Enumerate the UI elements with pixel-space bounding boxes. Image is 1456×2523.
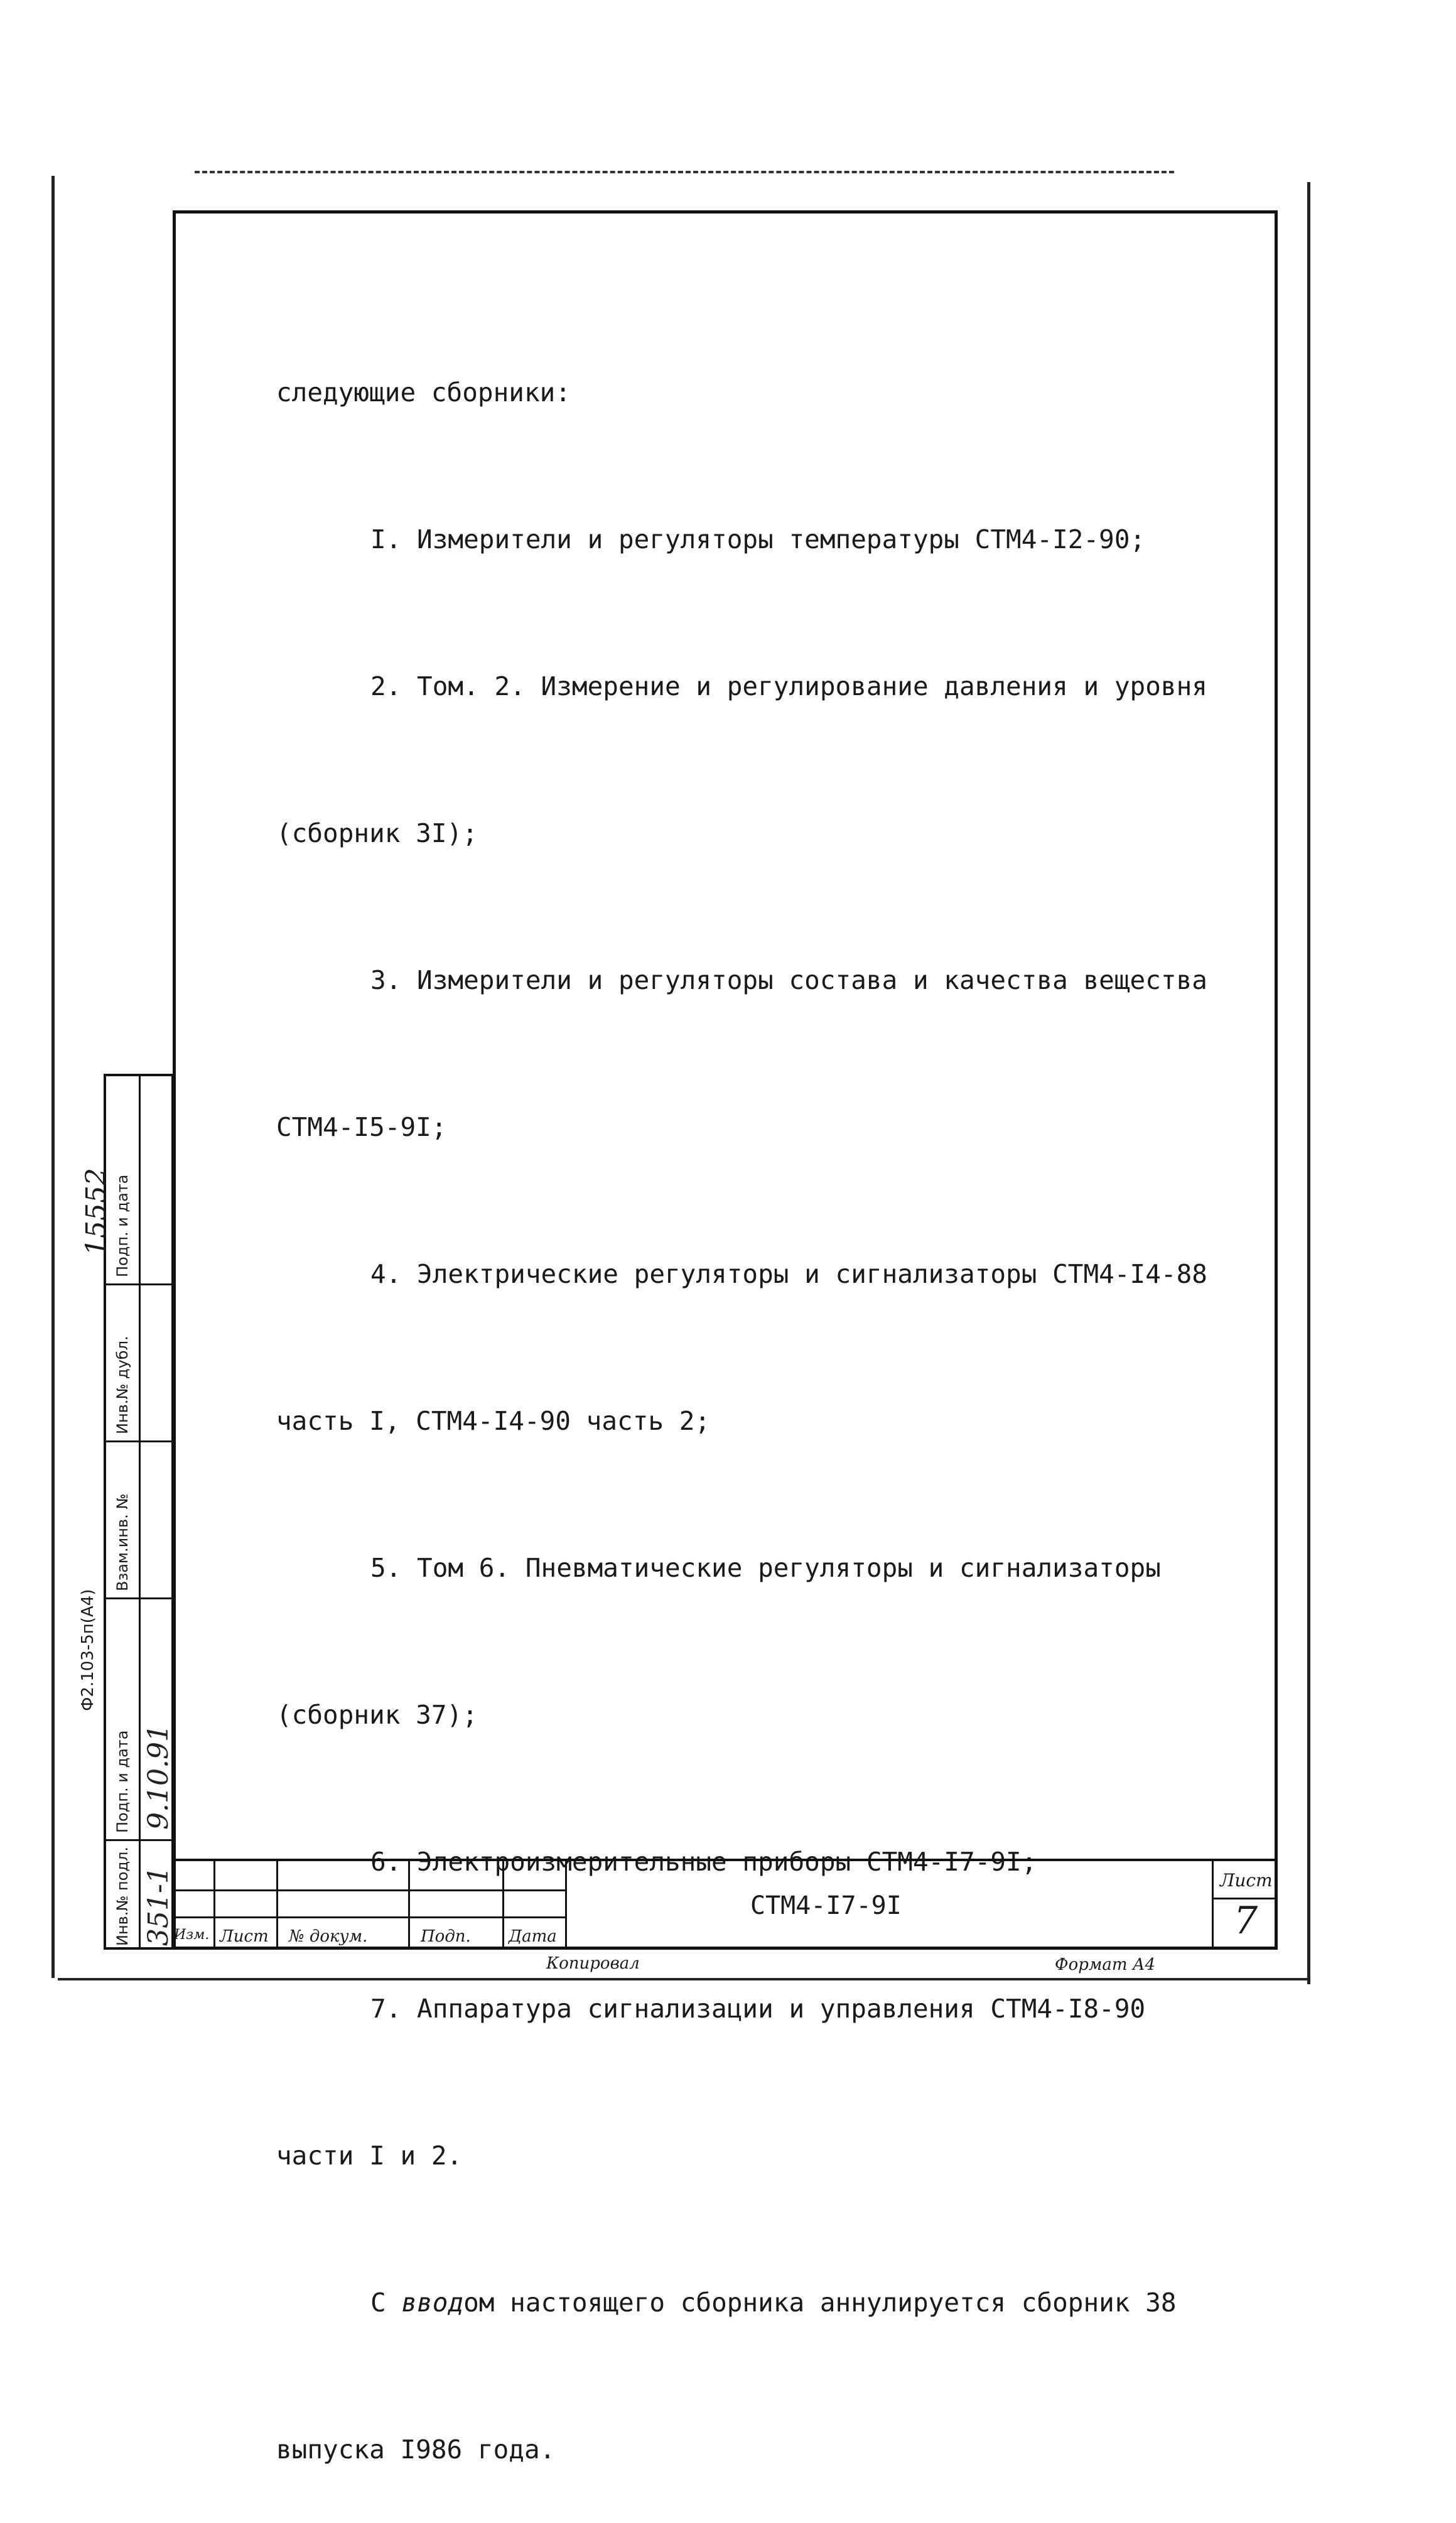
body-line: I. Измерители и регуляторы температуры СТМ4-I2-90; [370,524,1146,554]
body-line: часть I, СТМ4-I4-90 часть 2; [276,1406,711,1436]
scan-border-right [1307,182,1310,1984]
scan-border-left [51,176,55,1978]
strip-label-inv-dup: Инв.№ дубл. [114,1336,131,1434]
body-line: (сборник 3I); [276,818,478,848]
strip-separator [106,1283,175,1285]
body-line: следующие сборники: [276,377,571,408]
tb-label-date: Дата [509,1927,557,1946]
body-line: 6. Электроизмерительные приборы СТМ4-I7-9I; [370,1847,1037,1877]
tb-label-doc-num: № докум. [289,1927,368,1946]
final-paragraph-line1 [276,2278,1218,2327]
tb-row-line [173,1916,565,1918]
strip-label-inv-orig: Инв.№ подл. [114,1847,131,1946]
tb-label-sheet: Лист [220,1927,269,1946]
title-block [173,1859,1278,1950]
strip-separator [106,1597,175,1599]
body-line: 3. Измерители и регуляторы состава и качества вещества [370,965,1207,995]
tb-label-sign: Подп. [421,1927,471,1946]
body-line: 2. Том. 2. Измерение и регулирование давления и уровня [370,671,1207,701]
sheet-number: 7 [1234,1899,1258,1943]
final-paragraph-line2: выпуска I986 года. [276,2434,556,2465]
stamp-strip [104,1074,174,1950]
final-prefix: С [370,2288,402,2318]
body-line: 5. Том 6. Пневматические регуляторы и сигнализаторы [370,1553,1161,1583]
strip-separator [106,1839,175,1841]
body-line: (сборник 37); [276,1700,478,1730]
tb-row-line [173,1889,565,1891]
final-line1-rest: ом настоящего сборника аннулируется сборник 38 [463,2288,1177,2318]
body-line: СТМ4-I5-9I; [276,1112,447,1142]
body-text [276,270,1218,2523]
body-line: части I и 2. [276,2141,463,2171]
scan-border-top [195,171,1174,173]
handwritten-inventory: 351-1 [143,1866,175,1946]
tb-col-line [1212,1861,1214,1950]
tb-label-change: Изм. [174,1927,210,1943]
strip-label-replace-inv: Взам.инв. № [114,1493,131,1591]
handwritten-note: 15552 [80,1168,112,1256]
form-code: Ф2.103-5п(А4) [78,1589,97,1711]
strip-separator [106,1440,175,1442]
tb-col-line [213,1861,215,1950]
handwritten-word: ввод [401,2288,464,2318]
sheet-label: Лист [1220,1870,1273,1891]
strip-divider [139,1076,141,1947]
handwritten-date: 9.10.91 [143,1724,175,1830]
tb-col-line [276,1861,278,1950]
strip-label-sign-date-top: Подп. и дата [114,1174,131,1277]
document-code: СТМ4-I7-9I [750,1891,902,1920]
tb-col-line [408,1861,410,1950]
copied-label: Копировал [546,1954,640,1973]
tb-col-line [502,1861,504,1950]
body-line: 4. Электрические регуляторы и сигнализаторы СТМ4-I4-88 [370,1259,1207,1289]
strip-label-sign-date: Подп. и дата [114,1730,131,1833]
tb-col-line [565,1861,567,1950]
body-line: 7. Аппаратура сигнализации и управления СТМ4-I8-90 [370,1994,1146,2024]
format-label: Формат А4 [1055,1955,1156,1974]
